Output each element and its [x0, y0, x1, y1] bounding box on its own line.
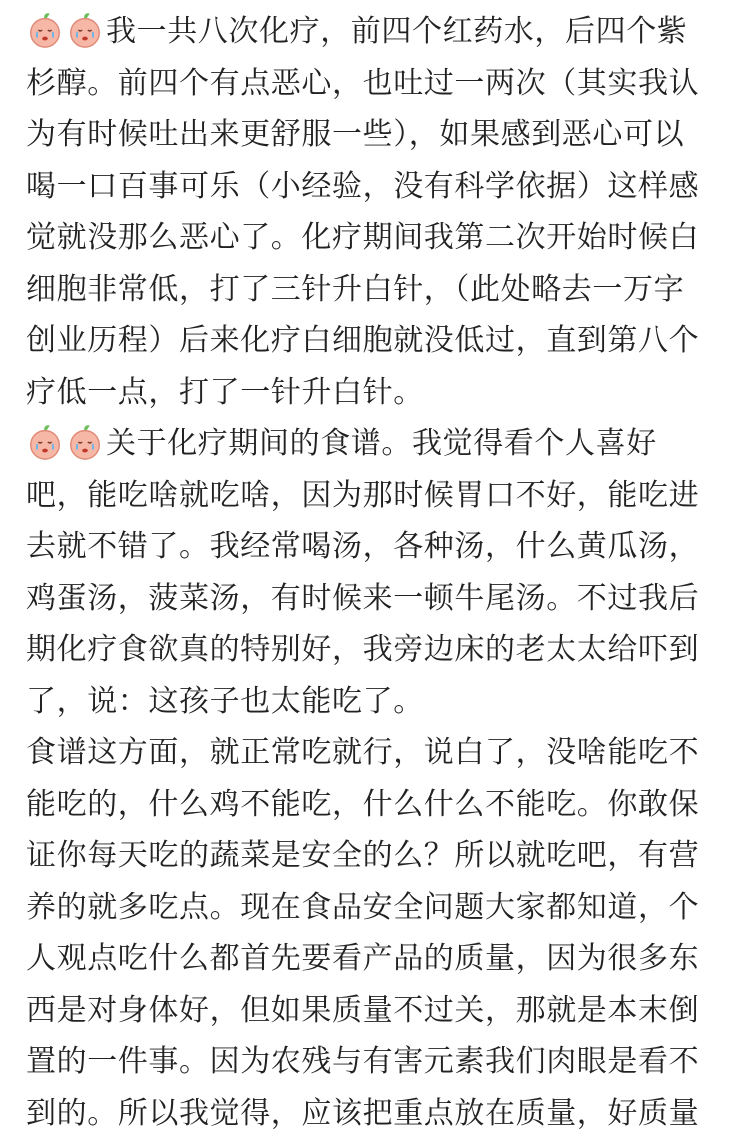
text-line: 置的一件事。因为农残与有害元素我们肉眼是看不 — [26, 1036, 716, 1088]
text-line: 疗低一点，打了一针升白针。 — [26, 367, 716, 419]
crying-peach-emoji-icon — [26, 11, 64, 49]
text-line: 到的。所以我觉得，应该把重点放在质量，好质量 — [26, 1088, 716, 1139]
text-line: 期化疗食欲真的特别好，我旁边床的老太太给吓到 — [26, 624, 716, 676]
text-line: 杉醇。前四个有点恶心，也吐过一两次（其实我认 — [26, 58, 716, 110]
text-line: 养的就多吃点。现在食品安全问题大家都知道，个 — [26, 882, 716, 934]
crying-peach-emoji-icon — [66, 423, 104, 461]
post-body — [26, 6, 716, 1139]
text-line: 细胞非常低，打了三针升白针，（此处略去一万字 — [26, 264, 716, 316]
text-line: 人观点吃什么都首先要看产品的质量，因为很多东 — [26, 933, 716, 985]
text-line: 喝一口百事可乐（小经验，没有科学依据）这样感 — [26, 161, 716, 213]
text-line: 西是对身体好，但如果质量不过关，那就是本末倒 — [26, 985, 716, 1037]
text-line — [26, 418, 716, 470]
text-line: 为有时候吐出来更舒服一些），如果感到恶心可以 — [26, 109, 716, 161]
text-line: 食谱这方面，就正常吃就行，说白了，没啥能吃不 — [26, 727, 716, 779]
text-line-content: 我一共八次化疗，前四个红药水，后四个紫 — [106, 14, 687, 49]
text-line: 证你每天吃的蔬菜是安全的么？所以就吃吧，有营 — [26, 830, 716, 882]
crying-peach-emoji-icon — [66, 11, 104, 49]
text-line: 去就不错了。我经常喝汤，各种汤，什么黄瓜汤， — [26, 521, 716, 573]
crying-peach-emoji-icon — [26, 423, 64, 461]
text-line: 吧，能吃啥就吃啥，因为那时候胃口不好，能吃进 — [26, 470, 716, 522]
text-line: 觉就没那么恶心了。化疗期间我第二次开始时候白 — [26, 212, 716, 264]
text-line: 能吃的，什么鸡不能吃，什么什么不能吃。你敢保 — [26, 779, 716, 831]
text-line-content: 关于化疗期间的食谱。我觉得看个人喜好 — [106, 426, 657, 461]
text-line: 创业历程）后来化疗白细胞就没低过，直到第八个 — [26, 315, 716, 367]
text-line: 鸡蛋汤，菠菜汤，有时候来一顿牛尾汤。不过我后 — [26, 573, 716, 625]
text-line: 了，说：这孩子也太能吃了。 — [26, 676, 716, 728]
text-line — [26, 6, 716, 58]
